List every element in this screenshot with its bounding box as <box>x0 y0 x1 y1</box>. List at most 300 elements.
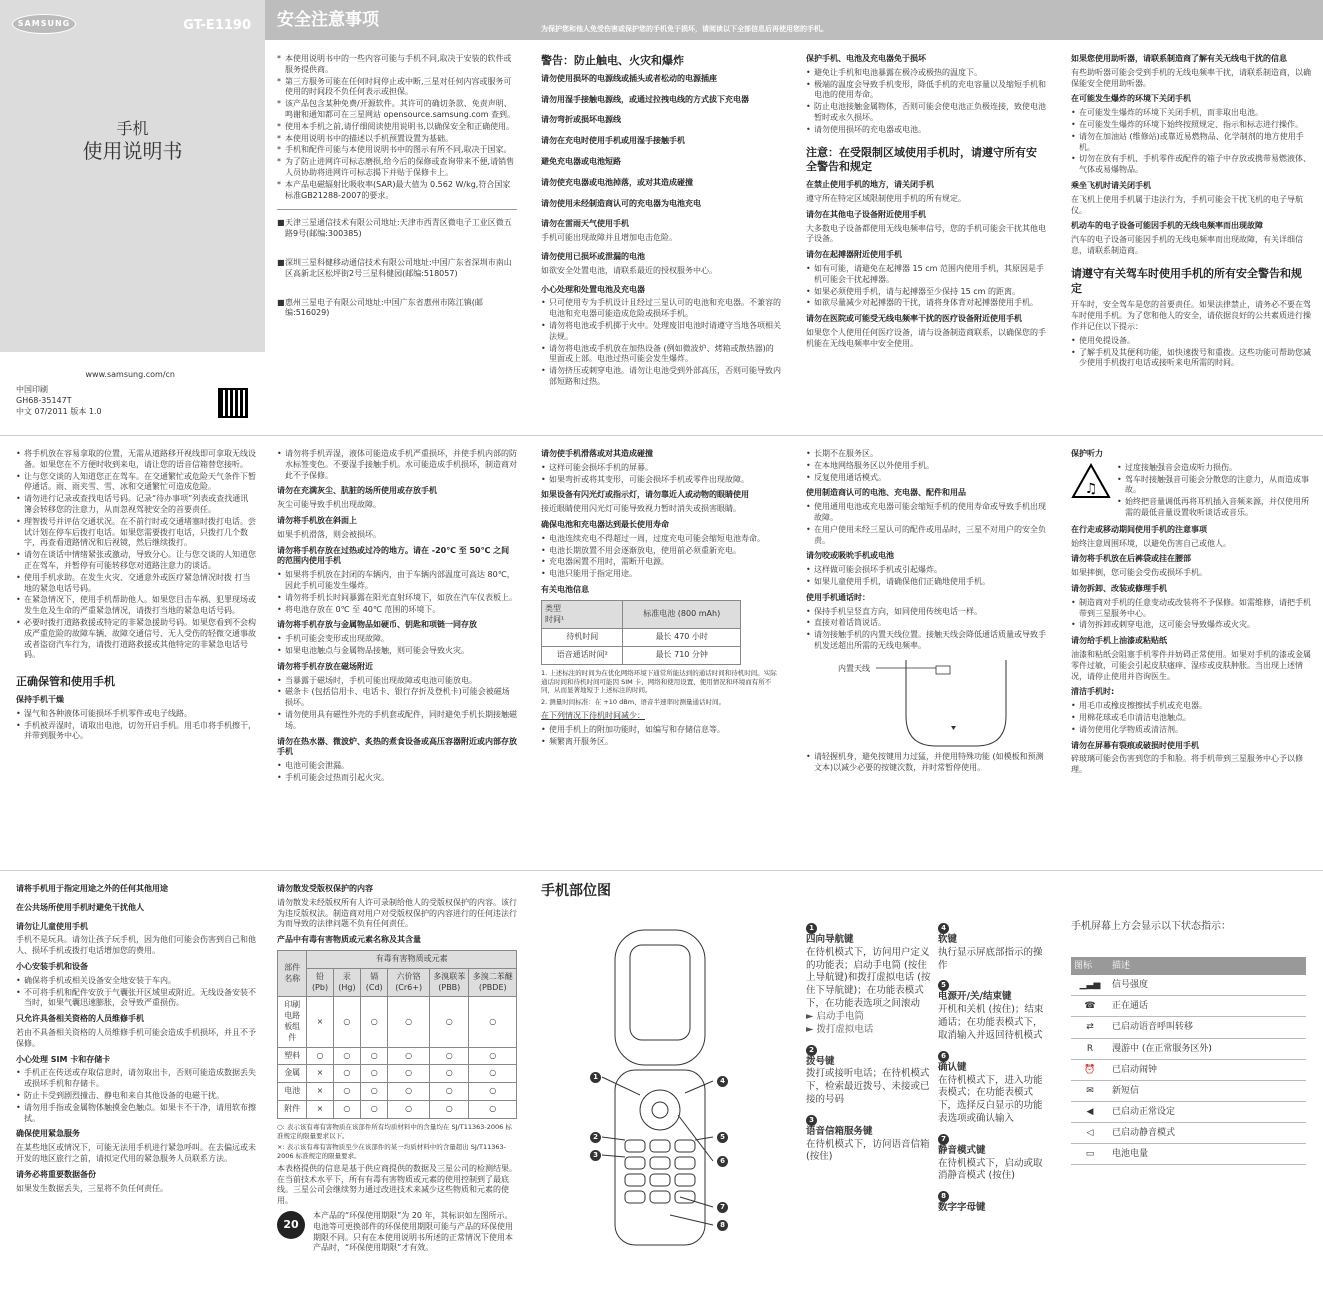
list-item: • 如有可能，请避免在起搏器 15 cm 范围内使用手机，其原因是手机可能会干扰起搏器。 <box>806 264 1046 286</box>
hazard-value: ○ <box>430 1100 469 1118</box>
list-item: • 使用手机上的附加功能时，如编写和存储信息等。 <box>541 725 781 736</box>
sub-heading: 只允许具备相关资格的人员维修手机 <box>16 1014 144 1024</box>
list-item: • 请勿将电池或手机掷于火中。处理废旧电池时请遵守当地各项相关法规。 <box>541 321 781 343</box>
hazard-col-header: 六价铬 (Cr6+) <box>388 968 430 997</box>
list-item: • 如果必须使用手机，请与起搏器至少保持 15 cm 的距离。 <box>806 287 1046 298</box>
sub-heading: 保护手机、电池及充电器免于损坏 <box>806 54 926 63</box>
list-item: • 请勿使用具有磁性外壳的手机套或配件，同时避免手机长期接触磁场。 <box>277 710 517 732</box>
hazard-value: ○ <box>469 997 517 1047</box>
status-icon: ◀ <box>1071 1101 1109 1122</box>
paragraph: 油漆和粘纸会阻塞手机零件并妨碍正常使用。如果对手机的漆或金属零件过敏，可能会引起皮肤瘙痒、湿疹或皮肤肿胀。当出现上述情况，请停止使用并咨询医生。 <box>1071 649 1311 681</box>
table-row <box>1071 1101 1306 1122</box>
warning-item: 请勿在雷雨天气使用手机 <box>541 219 629 229</box>
list-item: • 不可将手机和配件安放于气囊张开区域里或附近。无线设备安装不当时，如果气囊迅速膨胀，会导致严重损伤。 <box>16 988 256 1010</box>
hazard-value: ○ <box>333 1047 361 1065</box>
list <box>277 761 517 784</box>
list-item: • 电池长期放置不用会逐渐放电，使用前必须重新充电。 <box>541 546 781 557</box>
list-item: • 避免让手机和电池暴露在极冷或极热的温度下。 <box>806 68 1046 79</box>
status-desc: 已启动静音模式 <box>1109 1123 1306 1144</box>
table-row <box>1071 1144 1306 1165</box>
hazard-col-header: 多溴联苯 (PBB) <box>430 968 469 997</box>
list <box>806 264 1046 309</box>
sub-heading: 有关电池信息 <box>541 584 589 594</box>
table-row <box>278 1047 517 1065</box>
note-item: * 本产品电磁辐射比吸收率(SAR)最大值为 0.562 W/kg,符合国家标准GB21288-2007的要求。 <box>277 180 517 202</box>
status-icon: ▭ <box>1071 1144 1109 1165</box>
list-item: • 手机可能会过热而引起火灾。 <box>277 773 517 784</box>
antenna-diagram <box>806 656 1046 748</box>
th-desc: 描述 <box>1109 957 1306 975</box>
status-desc: 漫游中 (在正常服务区外) <box>1109 1038 1306 1059</box>
list-item: • 如果儿童使用手机，请确保他们正确地使用手机。 <box>806 577 1046 588</box>
sub-heading: 确保电池和充电器达到最长使用寿命 <box>541 519 669 529</box>
hazard-value: ○ <box>333 1100 361 1118</box>
list-item: • 使用手机求助。在发生火灾、交通意外或医疗紧急情况时拨 打当地的紧急电话号码。 <box>16 573 256 595</box>
warning-text: 如欲安全处置电池，请联系最近的授权服务中心。 <box>541 265 717 275</box>
cover-panel <box>0 0 265 432</box>
hazard-value: × <box>307 1083 333 1101</box>
callout-number-icon: 2 <box>806 1045 817 1056</box>
eco-period-icon: 20 <box>277 1211 305 1239</box>
list-item: • 在可能发生爆炸的环境下始终按照规定、指示和标志进行操作。 <box>1071 120 1311 131</box>
section-heading: 正确保管和使用手机 <box>16 675 115 689</box>
layout-item <box>938 1191 1050 1215</box>
list <box>1071 336 1311 369</box>
warning-text: 手机可能出现故障并且增加电击危险。 <box>541 233 677 243</box>
hazard-value: ○ <box>361 1047 388 1065</box>
address-item: ■ 惠州三星电子有限公司地址:中国广东省惠州市陈江镇(邮编:516029) <box>277 298 517 320</box>
antenna-label: 内置天线 <box>838 663 870 673</box>
paragraph: 本产品的“环保使用期限”为 20 年，其标识如左图所示。电池等可更换部件的环保使用期限可能与产品的环保使用期限不同。只有在本使用说明书所述的正常情况下使用本产品时，“环保使用期限”才有效。 <box>313 1211 513 1253</box>
list-item: • 用棉花球或毛巾清洁电池触点。 <box>1071 713 1311 724</box>
status-icon: ▁▃▅ <box>1071 975 1109 996</box>
paragraph: 如果手机滑落，则会被损坏。 <box>277 529 381 539</box>
list-item: • 使用免提设备。 <box>1071 336 1311 347</box>
phone-back-icon <box>806 656 1046 748</box>
sub-heading: 产品中有毒有害物质或元素名称及其含量 <box>277 935 421 945</box>
list-item: • 反复使用通话模式。 <box>806 473 1046 484</box>
table-row <box>278 1083 517 1101</box>
sub-heading: 请勿在屏幕有裂痕或破损时使用手机 <box>1071 740 1199 750</box>
section-heading: 注意：在受限制区域使用手机时，请遵守所有安全警告和规定 <box>806 145 1037 174</box>
list <box>16 449 256 661</box>
hazard-value: ○ <box>430 1083 469 1101</box>
key-desc: 拨打或接听电话；在待机模式下，检索最近拨号、未接或已接的号码 <box>806 1068 930 1105</box>
key-desc: 在待机模式下，访问语音信箱 (按住) <box>806 1138 930 1163</box>
table-row <box>278 1100 517 1118</box>
part-name: 塑料 <box>278 1047 307 1065</box>
status-icon: ⇄ <box>1071 1017 1109 1038</box>
callout-number-icon: 3 <box>806 1115 817 1126</box>
sub-heading: 请勿在起搏器附近使用手机 <box>806 250 902 260</box>
list <box>16 976 256 1009</box>
sub-heading: 请务必将重要数据备份 <box>16 1169 96 1179</box>
storage-column <box>277 449 517 785</box>
layout-list-a <box>806 923 934 1172</box>
status-icon: ◁ <box>1071 1123 1109 1144</box>
hazard-value: ○ <box>469 1100 517 1118</box>
key-desc: 在待机模式下，启动或取消静音模式 (按住) <box>938 1157 1043 1182</box>
layout-item <box>938 1134 1050 1183</box>
page-subtitle: 为保护您和他人免受伤害或保护您的手机免于损坏，请阅读以下全部信息后再使用您的手机。 <box>541 25 828 33</box>
hazard-value: ○ <box>388 1047 430 1065</box>
list-item: • 这样可能会损坏手机的屏幕。 <box>541 463 781 474</box>
cover-title-1: 手机 <box>116 119 149 138</box>
th-type: 类型 <box>545 603 561 613</box>
key-desc: 在待机模式下，进入功能表模式；在功能表模式下，选择反白显示的功能表选项或确认输入 <box>938 1074 1043 1124</box>
th-standard: 标准电池 (800 mAh) <box>623 600 741 629</box>
footnote: 1. 上述标注的时间为在优化网络环境下通常所能达到的通话时间和待机时间。实际通话时间和待机时间可能因 SIM 卡、网络和使用设置、使用情况和环境而有所不同，从而显著地短于上述标注的时间。 <box>541 668 777 695</box>
sub-heading: 使用制造商认可的电池、充电器、配件和用品 <box>806 488 966 498</box>
paragraph: 有些助听器可能会受到手机的无线电频率干扰，请联系制造商，以确保能安全使用助听器。 <box>1071 67 1311 88</box>
warning-item: 请勿使用已损坏或泄漏的电池 <box>541 252 645 262</box>
key-desc: 在待机模式下，访问用户定义的功能表；启动手电筒 (按住上导航键)和拨打虚拟电话 (按住下导航键)；在功能表模式下，在功能表选项之间滚动 <box>806 946 931 1010</box>
samsung-url[interactable]: www.samsung.com/cn <box>85 370 175 379</box>
list-item: • 请勿接触手机的内置天线位置。接触天线会降低通话质量或导致手机发送超出所需的无线电频率。 <box>806 630 1046 652</box>
list <box>541 463 781 486</box>
hearing-aid-column <box>1071 54 1311 370</box>
layout-item <box>938 980 1050 1042</box>
list <box>806 565 1046 588</box>
key-name: 数字字母键 <box>938 1202 986 1214</box>
table-cell: 最长 470 小时 <box>623 629 741 647</box>
status-desc: 新短信 <box>1109 1080 1306 1101</box>
key-name: 电源开/关/结束键 <box>938 991 1012 1003</box>
sub-heading: 请勿将手机放在后裤袋或挂在腰部 <box>1071 554 1191 564</box>
address-list <box>277 218 517 319</box>
sub-heading: 请勿将手机存放与金属物品如硬币、钥匙和项链一同存放 <box>277 620 477 630</box>
hazard-value: ○ <box>361 1065 388 1083</box>
sub-heading: 如果您使用助听器，请联系制造商了解有关无线电干扰的信息 <box>1071 54 1287 63</box>
list-item: • 驾车时接触强音可能会分散您的注意力，从而造成事故。 <box>1117 475 1311 497</box>
table-row <box>1071 1080 1306 1101</box>
callout-number-icon: 8 <box>717 1220 728 1231</box>
battery-care-list <box>541 298 781 387</box>
warning-item: 请勿使充电器或电池掉落，或对其造成碰撞 <box>541 177 693 187</box>
accessories-column <box>806 449 1046 774</box>
list-item: • 请勿进行记录或查找电话号码。记录“待办事项”列表或查找通讯簿会转移您的注意力，从而忽视驾驶安全的首要责任。 <box>16 494 256 516</box>
hazard-value: ○ <box>333 1065 361 1083</box>
section-heading: 警告：防止触电、火灾和爆炸 <box>541 54 684 67</box>
hearing-column <box>1071 449 1311 779</box>
warning-item: 请勿使用损坏的电源线或插头或者松动的电源插座 <box>541 73 717 83</box>
sub-heading: 保护听力 <box>1071 449 1103 458</box>
status-table <box>1071 957 1306 1165</box>
status-desc: 正在通话 <box>1109 996 1306 1017</box>
list-item: • 长期不在服务区。 <box>806 449 1046 460</box>
th-time: 时间¹ <box>545 614 565 624</box>
table-row <box>1071 1123 1306 1144</box>
key-name: 确认键 <box>938 1061 967 1073</box>
table-cell: 最长 710 分钟 <box>623 647 741 665</box>
callout-number-icon: 6 <box>938 1051 949 1062</box>
sub-heading: 请勿将手机存放在过热或过冷的地方。请在 -20℃ 至 50℃ 之间的范围内使用手机 <box>277 545 510 566</box>
note-item: * 为了防止进网许可标志磨损,给今后的保修或查询带来不便,请销售人员协助将进网许可标志揭下并贴于保修卡上。 <box>277 157 517 179</box>
list <box>806 752 1046 774</box>
note-item: * 手机和配件可能与本使用说明书中的图示有所不同,取决于国家。 <box>277 145 517 156</box>
status-desc: 电池电量 <box>1109 1144 1306 1165</box>
note-item: * 第三方服务可能在任何时间停止或中断,三星对任何内容或服务可使用的时间段不负任何表示或担保。 <box>277 77 517 99</box>
address-item: ■ 天津三星通信技术有限公司地址:天津市西青区微电子工业区微五路9号(邮编:300385) <box>277 218 517 240</box>
callout-number-icon: 4 <box>938 923 949 934</box>
sub-heading: 在可能发生爆炸的环境下关闭手机 <box>1071 94 1191 104</box>
key-name: 静音模式键 <box>938 1144 986 1156</box>
table-row <box>1071 975 1306 996</box>
key-name: 语音信箱服务键 <box>806 1125 873 1137</box>
list-item: • 让与您交谈的人知道您正在驾车。在交通繁忙或危险天气条件下暂停通话。雨、雨夹雪、雪、冰和交通繁忙可造成危险。 <box>16 472 256 494</box>
paragraph: 开车时，安全驾车是您的首要责任。如果法律禁止，请务必不要在驾车时使用手机。为了您和他人的安全，请依据良好的公共素质进行操作并记住以下提示： <box>1071 300 1311 332</box>
list <box>16 1068 256 1124</box>
list-item: • 请勿将手机长时间暴露在阳光直射环境下，如放在汽车仪表板上。 <box>277 593 517 604</box>
callout-number-icon: 1 <box>590 1072 601 1083</box>
list-item: • 必要时拨打道路救援或特定的非紧急援助号码。如果您看到不会构成严重危险的故障车辆、故障交通信号、无人受伤的轻微交通事故或者盗窃汽车行为，请拨打道路救援或其他特定的非紧急电话号码。 <box>16 618 256 661</box>
address-item: ■ 深圳三星科健移动通信技术有限公司地址:中国广东省深圳市南山区高新北区松坪街2号三星科健园(邮编:518057) <box>277 258 517 280</box>
sub-heading: 使用手机通话时： <box>806 592 870 602</box>
status-icon: ☎ <box>1071 996 1109 1017</box>
th-group: 有毒有害物质或元素 <box>307 950 517 968</box>
hazard-value: × <box>307 997 333 1047</box>
callout-number-icon: 3 <box>590 1150 601 1161</box>
print-line-1: 中国印刷 <box>16 385 48 394</box>
phone-diagram-icon <box>580 925 740 1250</box>
sub-heading: 确保使用紧急服务 <box>16 1129 80 1139</box>
sub-heading: 小心处理 SIM 卡和存储卡 <box>16 1054 111 1064</box>
paragraph: 如果您个人使用任何医疗设备，请与设备制造商联系，以确保您的手机能在无线电频率中安全使用。 <box>806 328 1046 348</box>
status-title: 手机屏幕上方会显示以下状态指示： <box>1071 921 1231 932</box>
list-item: • 在可能发生爆炸的环境下关闭手机，而非取出电池。 <box>1071 108 1311 119</box>
sub-heading: 在禁止使用手机的地方，请关闭手机 <box>806 180 934 190</box>
footnote: ○: 表示该有毒有害物质在该部件所有均质材料中的含量均在 SJ/T11363-2006 标准规定的限量要求以下。 <box>277 1122 512 1140</box>
table-row <box>278 1065 517 1083</box>
key-name: 拨号键 <box>806 1055 835 1067</box>
list <box>1117 463 1311 520</box>
hazard-value: ○ <box>388 1100 430 1118</box>
list <box>277 676 517 732</box>
notes-column <box>277 54 517 320</box>
warning-column <box>541 54 781 389</box>
table-cell: 待机时间 <box>542 629 623 647</box>
sub-heading: 请勿在医院或可能受无线电频率干扰的医疗设备附近使用手机 <box>806 314 1022 324</box>
layout-item <box>806 1115 934 1164</box>
part-name: 电池 <box>278 1083 307 1101</box>
sub-heading: 请勿咬或吸吮手机或电池 <box>806 551 894 561</box>
hazard-value: ○ <box>469 1083 517 1101</box>
list-item: • 如欲尽量减少对起搏器的干扰，请将身体背对起搏器使用手机。 <box>806 298 1046 309</box>
battery-table <box>541 600 741 665</box>
part-name: 金属 <box>278 1065 307 1083</box>
list-item: • 防止电池接触金属物体，否则可能会使电池正负极连接，致使电池暂时或永久损坏。 <box>806 102 1046 124</box>
note-item: * 本使用说明书中的描述以手机预置设置为基础。 <box>277 134 517 145</box>
sub-heading: 请勿在热水器、微波炉、炙热的煮食设备或高压容器附近或内部存放手机 <box>277 736 517 757</box>
sub-heading: 请勿将手机放在斜面上 <box>277 515 357 525</box>
note-item: * 该产品包含某种免费/开源软件。其许可的确切条款、免责声明、鸣谢和通知都可在三星网站 opensource.samsung.com 查到。 <box>277 99 517 121</box>
callout-number-icon: 8 <box>938 1191 949 1202</box>
sub-heading: 在下列情况下待机时间减少： <box>541 711 645 721</box>
callout-number-icon: 7 <box>717 1202 728 1213</box>
sub-heading: 如果设备有闪光灯或指示灯，请勿靠近人或动物的眼睛使用 <box>541 490 749 500</box>
key-desc: 执行显示屏底部指示的操作 <box>938 946 1043 971</box>
list-item: • 电池只能用于指定用途。 <box>541 569 781 580</box>
list <box>806 607 1046 652</box>
paragraph: 在某些地区或情况下，可能无法用手机进行紧急呼叫。在去偏远或未开发的地区旅行之前，请拟定代用的紧急服务人员联系方法。 <box>16 1143 256 1163</box>
layout-item <box>806 923 934 1037</box>
paragraph: 碎玻璃可能会伤害到您的手和脸。将手机带到三星服务中心予以修理。 <box>1071 754 1303 775</box>
table-row <box>278 997 517 1047</box>
sub-heading: 在公共场所使用手机时避免干扰他人 <box>16 902 144 912</box>
warning-item: 小心处理和处置电池及充电器 <box>541 284 645 294</box>
sub-heading: 乘坐飞机时请关闭手机 <box>1071 180 1151 190</box>
list-item: • 当暴露于磁场时，手机可能出现故障或电池可能放电。 <box>277 676 517 687</box>
list <box>806 502 1046 546</box>
layout-title: 手机部位图 <box>541 883 611 899</box>
list-item: • 请勿将电池或手机放在加热设备 (例如微波炉、烤箱或散热器)的里面或上部。电池过热可能会发生爆炸。 <box>541 344 781 366</box>
list <box>277 570 517 615</box>
usage-column <box>16 884 256 1197</box>
list-item: • 请勿使用损坏的充电器或电池。 <box>806 125 1046 136</box>
sub-heading: 请勿给手机上油漆或粘贴纸 <box>1071 636 1167 646</box>
footnote: ×: 表示该有毒有害物质至少在该部件的某一均质材料中的含量超出 SJ/T11363-2006 标准规定的限量要求。 <box>277 1143 506 1161</box>
list-item: • 制造商对手机的任意变动或改装将不予保修。如需维修，请把手机带到三星服务中心。 <box>1071 598 1311 620</box>
layout-item <box>938 923 1050 972</box>
list-item: • 使用通用电池或充电器可能会缩短手机的使用寿命或导致手机出现故障。 <box>806 502 1046 524</box>
part-name: 印刷电路板组件 <box>278 997 307 1047</box>
paragraph: 本表格提供的信息是基于供应商提供的数据及三星公司的检测结果。在当前技术水平下，所有有毒有害物质或元素的使用控制到了最底线。三星公司会继续努力通过改进技术来减少这些物质和元素的使用。 <box>277 1163 517 1206</box>
paragraph: 如果发生数据丢失，三星将不负任何责任。 <box>16 1183 168 1193</box>
list-item: • 手机可能会变形或出现故障。 <box>277 634 517 645</box>
key-name: 软键 <box>938 934 958 945</box>
list-item: • 电池连续充电不得超过一周，过度充电可能会缩短电池寿命。 <box>541 534 781 545</box>
warning-item: 请勿使用未经制造商认可的充电器为电池充电 <box>541 198 701 208</box>
list-item: • 请勿在谈话中情绪紧张或激动，导致分心。让与您交谈的人知道您正在驾车，并暂停有可能转移您对道路注意力的谈话。 <box>16 550 256 572</box>
hazard-value: × <box>307 1065 333 1083</box>
list-item: • 直接对着话筒说话。 <box>806 618 1046 629</box>
list-item: • 充电器闲置不用时，需断开电源。 <box>541 557 781 568</box>
list <box>1071 598 1311 631</box>
table-row <box>1071 1059 1306 1080</box>
layout-item <box>938 1051 1050 1126</box>
sub-heading: 请勿在其他电子设备附近使用手机 <box>806 209 926 219</box>
hazard-value: ○ <box>430 997 469 1047</box>
list-item: • 理智拨号并评估交通状况。在不前行时或交通堵塞时拨打电话。尝试计划在停车后拨打电话。如果您需要拨打电话，只拨打几个数字，再查看道路情况和后视镜，然后继续拨打。 <box>16 517 256 549</box>
hazard-value: ○ <box>469 1065 517 1083</box>
warning-item: 请勿弯折或损坏电源线 <box>541 115 621 125</box>
hazard-value: ○ <box>333 1083 361 1101</box>
sub-heading: 请勿在充满灰尘、肮脏的场所使用或存放手机 <box>277 486 437 496</box>
list-item: • 极端的温度会导致手机变形，降低手机的充电容量以及缩短手机和电池的使用寿命。 <box>806 80 1046 102</box>
warning-item: 请勿用湿手接触电源线，或通过拉拽电线的方式拔下充电器 <box>541 94 749 104</box>
note-item: * 使用本手机之前,请仔细阅读使用说明书,以确保安全和正确使用。 <box>277 122 517 133</box>
list-item: • 手机被弄湿时，请取出电池，切勿开启手机。用毛巾将手机擦干，并带到服务中心。 <box>16 721 256 743</box>
warning-triangle-icon <box>1071 463 1111 499</box>
list <box>806 68 1046 136</box>
key-name: 四向导航键 <box>806 934 854 945</box>
notes-list <box>277 54 517 201</box>
paragraph: 汽车的电子设备可能因手机的无线电频率而出现故障，有关详细信息，请联系制造商。 <box>1071 235 1303 255</box>
hazard-value: ○ <box>361 997 388 1047</box>
sub-heading: 请勿拆卸、改装或修理手机 <box>1071 583 1167 593</box>
sub-heading: 小心安装手机和设备 <box>16 961 88 971</box>
hazard-value: ○ <box>388 1083 430 1101</box>
layout-item <box>806 1045 934 1107</box>
hazard-value: × <box>307 1100 333 1118</box>
list <box>1071 108 1311 176</box>
list <box>16 709 256 742</box>
paragraph: 大多数电子设备都使用无线电频率信号，您的手机可能会干扰其他电子设备。 <box>806 223 1046 244</box>
list-item: • 防止卡受到剧烈撞击、静电和来自其他设备的电磁干扰。 <box>16 1091 256 1102</box>
hazard-value: ○ <box>333 997 361 1047</box>
paragraph: 接近眼睛使用闪光灯可能导致视力暂时消失或损害眼睛。 <box>541 504 741 514</box>
hazard-value: ○ <box>469 1047 517 1065</box>
hazard-col-header: 汞 (Hg) <box>333 968 361 997</box>
list-item: • 用毛巾或橡皮擦擦拭手机或充电器。 <box>1071 701 1311 712</box>
sub-heading: 保持手机干燥 <box>16 694 64 704</box>
list-item: • 请勿用手指或金属物体触摸金色触点。如果卡不干净，请用软布擦拭。 <box>16 1103 256 1125</box>
list-item: • 如果弯折或将其变形，可能会损坏手机或零件出现故障。 <box>541 475 781 486</box>
hazard-value: ○ <box>388 997 430 1047</box>
print-line-3: 中文 07/2011 版本 1.0 <box>16 407 102 416</box>
battery-column <box>541 449 781 748</box>
table-row <box>1071 1017 1306 1038</box>
sub-heading: 请勿使手机滑落或对其造成碰撞 <box>541 449 653 458</box>
hazard-table <box>277 950 517 1119</box>
hazard-value: ○ <box>430 1047 469 1065</box>
list-item: • 在本地网络服务区以外使用手机。 <box>806 461 1046 472</box>
status-icon: ✉ <box>1071 1080 1109 1101</box>
hazard-value: ○ <box>388 1065 430 1083</box>
table-row <box>1071 1038 1306 1059</box>
list-item: • 将手机放在容易拿取的位置，无需从道路移开视线即可拿取无线设备。如果您在不方便时收到来电，请让您的语音信箱替您接听。 <box>16 449 256 471</box>
list-item: • 在用户使用未经三星认可的配件或用品时，三星不对用户的安全负责。 <box>806 525 1046 547</box>
list-item: • 手机正在传送或存取信息时，请勿取出卡，否则可能造成数据丢失或损坏手机和存储卡。 <box>16 1068 256 1090</box>
model-number: GT-E1190 <box>183 18 251 33</box>
status-desc: 已启动闹钟 <box>1109 1059 1306 1080</box>
sub-heading: 在行走或移动期间使用手机的注意事项 <box>1071 524 1207 534</box>
warning-item: 避免充电器或电池短路 <box>541 157 621 167</box>
list-item: • 确保将手机或相关设备安全地安装于车内。 <box>16 976 256 987</box>
list <box>541 725 781 748</box>
key-desc: 开机和关机 (按住)；结束通话；在功能表模式下，取消输入并返回待机模式 <box>938 1004 1044 1041</box>
callout-number-icon: 4 <box>717 1076 728 1087</box>
sub-heading: 请勿将手机存放在磁场附近 <box>277 661 373 671</box>
status-desc: 已启动正常设定 <box>1109 1101 1306 1122</box>
list <box>1071 701 1311 735</box>
paragraph: 灰尘可能导致手机出现故障。 <box>277 500 381 510</box>
note-item: * 本使用说明书中的一些内容可能与手机不同,取决于安装的软件或服务提供商。 <box>277 54 517 76</box>
paragraph: 手机不是玩具。请勿让孩子玩手机，因为他们可能会伤害到自己和他人、损坏手机或拨打电话增加您的费用。 <box>16 935 256 956</box>
th-icon: 图标 <box>1071 957 1109 975</box>
list-item: • 请轻握机身，避免按键用力过猛，并使用特殊功能 (如模板和预测文本)以减少必要的按键次数，并时常暂停使用。 <box>806 752 1046 774</box>
key-sub: ► 启动手电筒 <box>806 1010 864 1022</box>
callout-number-icon: 1 <box>806 923 817 934</box>
sub-heading: 请勿散发受版权保护的内容 <box>277 884 373 893</box>
list-item: • 这样做可能会损坏手机或引起爆炸。 <box>806 565 1046 576</box>
list-item: • 请勿拆卸或刺穿电池，这可能会导致爆炸或火灾。 <box>1071 620 1311 631</box>
status-desc: 已启动语音呼叫转移 <box>1109 1017 1306 1038</box>
list-item: • 请勿使用化学物质或清洁剂。 <box>1071 725 1311 736</box>
list-item: • 切勿在放有手机、手机零件或配件的箱子中存放或携带易燃液体、气体或易爆物品。 <box>1071 154 1311 176</box>
list <box>541 534 781 580</box>
list-item: • 将电池存放在 0℃ 至 40℃ 范围的环境下。 <box>277 605 517 616</box>
samsung-logo: SAMSUNG <box>12 14 76 34</box>
list <box>806 449 1046 483</box>
svg-text:♫: ♫ <box>1084 480 1098 497</box>
list-item: • 请勿挤压或刺穿电池。请勿让电池受到外部高压，否则可能导致内部短路和过热。 <box>541 366 781 388</box>
restricted-column <box>806 54 1046 353</box>
list <box>277 449 517 481</box>
th-part: 部件名称 <box>278 950 307 996</box>
paragraph: 请勿散发未经版权所有人许可录制给他人的受版权保护的内容。该行为违反版权法。制造商对用户对受版权保护的内容进行的任何违法行为而导致的法律问题不负有任何责任。 <box>277 897 517 929</box>
key-sub: ► 拨打虚拟电话 <box>806 1023 874 1035</box>
